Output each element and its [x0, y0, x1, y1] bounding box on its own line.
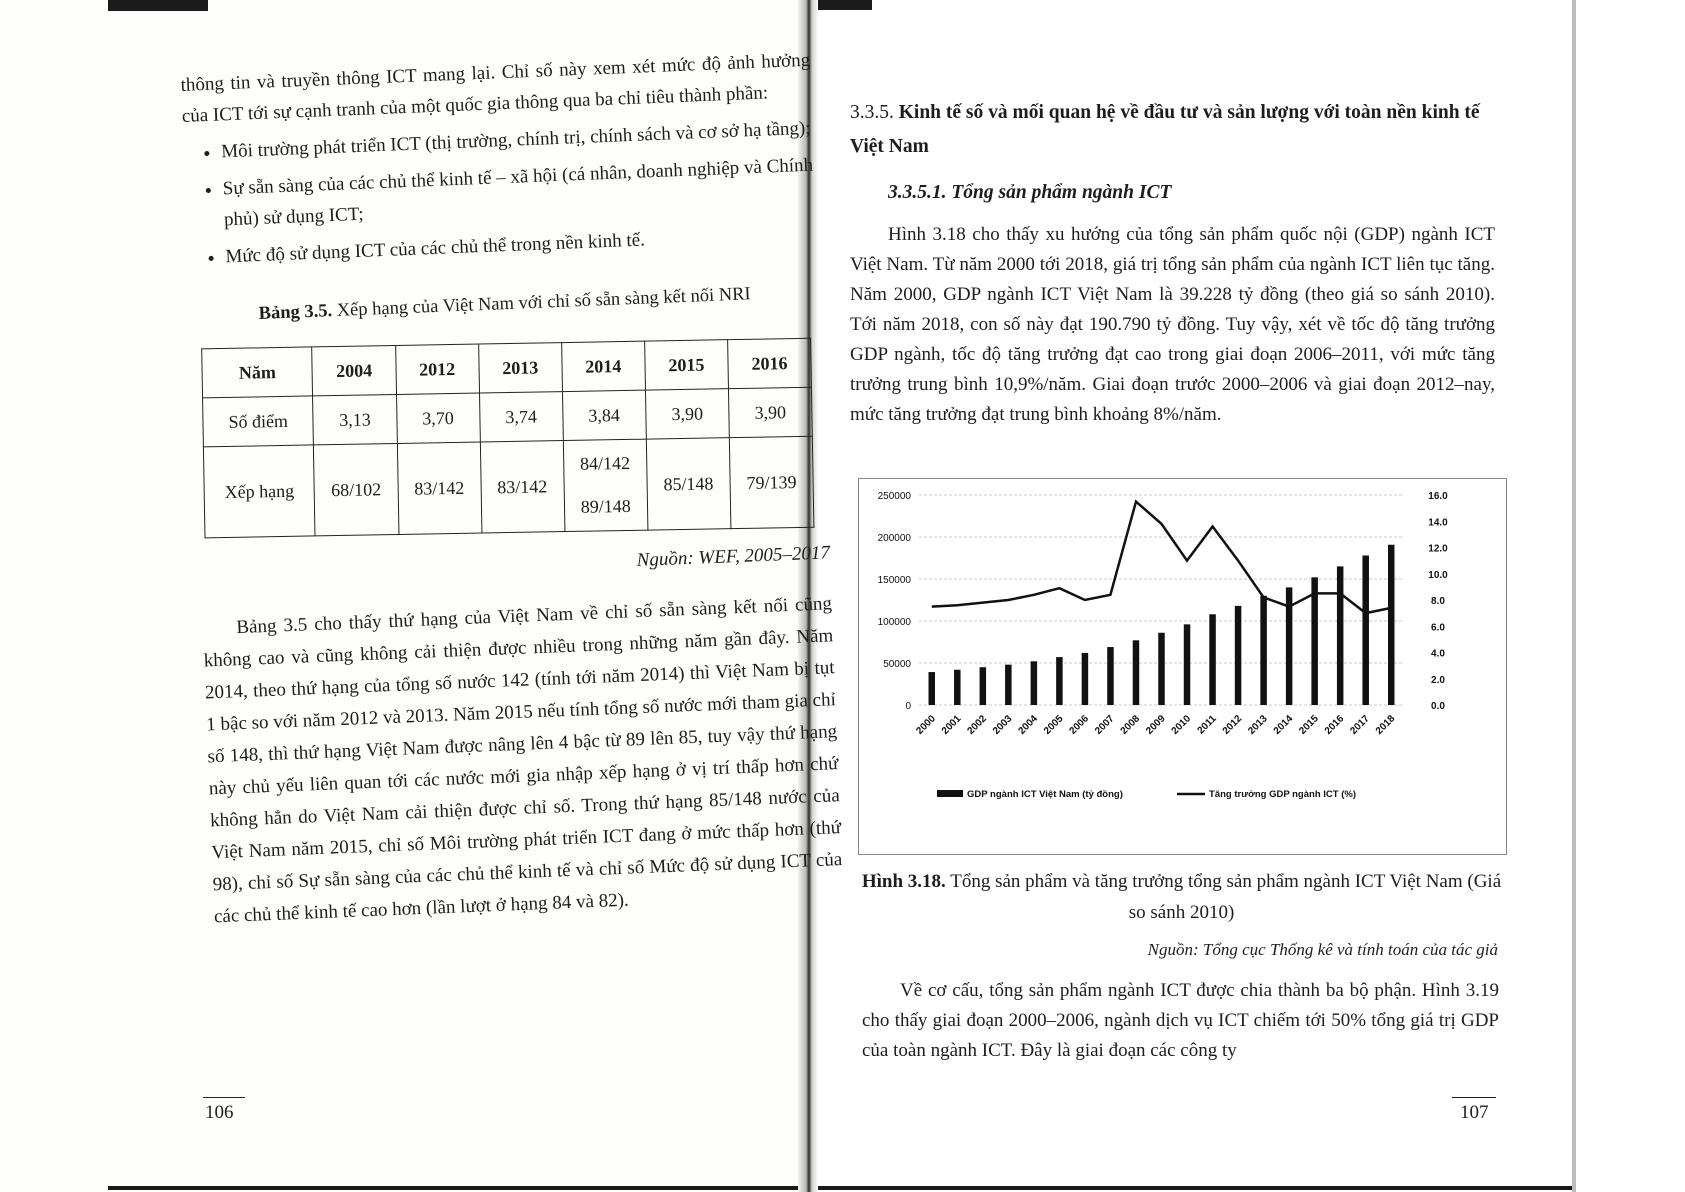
bar	[1133, 640, 1140, 705]
bar	[1362, 555, 1369, 705]
table-row-label: Số điểm	[203, 396, 314, 447]
y-right-tick-label: 14.0	[1428, 517, 1448, 529]
bar	[954, 670, 961, 705]
x-tick-label: 2009	[1144, 713, 1168, 737]
page-number-rule	[203, 1097, 245, 1098]
bar	[929, 672, 936, 705]
right-page-content	[850, 96, 1495, 430]
x-tick-label: 2012	[1220, 713, 1245, 737]
table-cell: 3,84	[562, 390, 646, 440]
bullet-item: • Môi trường phát triển ICT (thị trường, chính trị, chính sách và cơ sở hạ tầng);	[221, 113, 814, 168]
page-number-left: 106	[205, 1102, 234, 1123]
table-cell: 83/142	[397, 442, 482, 534]
table-caption-text: Xếp hạng của Việt Nam với chỉ số sẵn sàng kết nối NRI	[336, 284, 752, 321]
bar	[1107, 647, 1114, 705]
figure-source: Nguồn: Tổng cục Thống kê và tính toán của tác giả	[1147, 940, 1498, 959]
intro-paragraph: thông tin và truyền thông ICT mang lại. Chỉ số này xem xét mức độ ảnh hưởng của ICT tới sự cạnh tranh của một quốc gia thông qua ba chỉ tiêu thành phần:	[180, 49, 811, 127]
table-cell: 79/139	[729, 436, 814, 528]
table-row-rank	[203, 436, 813, 538]
left-page-content	[180, 45, 844, 934]
bar	[1235, 606, 1242, 705]
y-left-tick-label: 100000	[877, 617, 911, 628]
bar	[1056, 657, 1063, 705]
body-paragraph: Bảng 3.5 cho thấy thứ hạng của Việt Nam về chỉ số sẵn sàng kết nối cũng không cao và cũng không cải thiện được nhiều trong những năm gần đây. Năm 2014, theo thứ hạng của tổng số nước 142 (tính tới năm 2014) thì Việt Nam bị tụt 1 bậc so với năm 2012 và 2013. Năm 2015 nếu tính tổng số nước mới tham gia chỉ số 148, thì thứ hạng Việt Nam được nâng lên 4 bậc từ 89 lên 85, tuy vậy thứ hạng này chủ yếu liên quan tới các nước mới gia nhập xếp hạng ở vị trí thấp hơn chứ không hẳn do Việt Nam cải thiện được chỉ số. Trong thứ hạng 85/148 nước của Việt Nam năm 2015, chỉ số Môi trường phát triển ICT đang ở mức thấp hơn (thứ 98), chỉ số Sự sẵn sàng của các chủ thể kinh tế và chỉ số Mức độ sử dụng ICT của các chủ thể kinh tế cao hơn (lần lượt ở hạng 84 và 82).	[203, 593, 843, 928]
x-tick-label: 2008	[1118, 713, 1143, 737]
x-tick-label: 2007	[1093, 713, 1117, 737]
body-paragraph: Hình 3.18 cho thấy xu hướng của tổng sản phẩm quốc nội (GDP) ngành ICT Việt Nam. Từ năm 2000 tới 2018, giá trị tổng sản phẩm của ngành ICT liên tục tăng. Năm 2000, GDP ngành ICT Việt Nam là 39.228 tỷ đồng (theo giá so sánh 2010). Tới năm 2018, con số này đạt 190.790 tỷ đồng. Tuy vậy, xét về tốc độ tăng trưởng GDP ngành, tốc độ tăng trưởng đạt cao trong giai đoạn 2006–2011, với mức tăng trưởng trung bình 10,9%/năm. Giai đoạn trước 2000–2006 và giai đoạn 2012–nay, mức tăng trưởng đạt trung bình khoảng 8%/năm.	[850, 224, 1495, 425]
x-tick-label: 2000	[914, 713, 938, 737]
nri-ranking-table	[201, 338, 814, 539]
y-left-tick-label: 200000	[877, 533, 911, 544]
table-header-cell: 2012	[395, 344, 479, 394]
table-cell: 3,13	[313, 394, 397, 444]
body-paragraph: Về cơ cấu, tổng sản phẩm ngành ICT được chia thành ba bộ phận. Hình 3.19 cho thấy giai đoạn 2000–2006, ngành dịch vụ ICT chiếm tới 50% tổng giá trị GDP của toàn ngành ICT. Đây là giai đoạn các công ty	[862, 980, 1499, 1061]
table-cell-line: 84/142	[579, 452, 631, 474]
table-header-cell: 2013	[478, 343, 562, 393]
figure-3-18-chart	[858, 478, 1507, 855]
scan-edge-bottom-left	[108, 1186, 798, 1190]
y-left-tick-label: 150000	[877, 575, 911, 586]
bar	[1337, 566, 1344, 705]
page-edge-right	[1572, 0, 1576, 1192]
legend-bar-swatch	[937, 790, 963, 797]
bar	[1184, 624, 1191, 705]
bullet-item: • Sự sẵn sàng của các chủ thể kinh tế – xã hội (cá nhân, doanh nghiệp và Chính phủ) sử dụng ICT;	[222, 150, 816, 236]
y-right-tick-label: 12.0	[1428, 543, 1448, 555]
legend-label: GDP ngành ICT Việt Nam (tỷ đồng)	[967, 789, 1123, 800]
y-right-tick-label: 8.0	[1431, 596, 1445, 607]
table-caption	[189, 277, 820, 333]
x-tick-label: 2002	[965, 713, 989, 737]
table-cell-line: 89/148	[580, 495, 631, 517]
table-cell: 3,70	[396, 393, 480, 443]
table-header-cell: 2004	[312, 345, 396, 395]
subsection-heading: 3.3.5.1. Tổng sản phẩm ngành ICT	[888, 182, 1172, 203]
table-header-cell: 2016	[727, 338, 811, 388]
figure-caption-text: Tổng sản phẩm và tăng trưởng tổng sản phẩm ngành ICT Việt Nam (Giá so sánh 2010)	[950, 871, 1502, 923]
table-source: Nguồn: WEF, 2005–2017	[636, 542, 831, 572]
y-right-tick-label: 10.0	[1428, 569, 1448, 581]
table-cell: 68/102	[314, 443, 399, 535]
y-left-tick-label: 0	[905, 701, 911, 712]
table-cell: 3,90	[645, 389, 729, 439]
x-tick-label: 2005	[1042, 713, 1066, 737]
y-right-tick-label: 16.0	[1428, 491, 1448, 502]
y-right-tick-label: 4.0	[1431, 648, 1445, 660]
bar	[1082, 653, 1089, 705]
bullet-list	[183, 113, 818, 274]
table-caption-label: Bảng 3.5.	[258, 301, 333, 325]
bar	[1388, 545, 1395, 705]
bar	[1260, 596, 1267, 705]
right-page-content-2	[862, 976, 1499, 1066]
x-tick-label: 2014	[1271, 713, 1296, 737]
y-right-tick-label: 6.0	[1431, 622, 1445, 634]
scan-edge-bottom-right	[818, 1186, 1572, 1190]
table-header-cell: 2015	[644, 340, 728, 390]
x-tick-label: 2011	[1195, 713, 1219, 737]
table-cell: 3,90	[728, 387, 812, 437]
bar	[1031, 661, 1038, 705]
section-heading	[850, 96, 1495, 164]
x-tick-label: 2016	[1322, 713, 1347, 737]
growth-line	[932, 502, 1391, 613]
table-cell: 83/142	[480, 441, 565, 533]
legend-label: Tăng trưởng GDP ngành ICT (%)	[1209, 789, 1356, 800]
x-tick-label: 2010	[1169, 713, 1194, 737]
x-tick-label: 2015	[1297, 713, 1321, 737]
bar	[1311, 577, 1318, 705]
table-header-cell: 2014	[561, 341, 645, 391]
table-cell: 85/148	[646, 438, 731, 530]
table-cell-2014	[563, 439, 648, 531]
page-number-right: 107	[1460, 1102, 1489, 1123]
x-tick-label: 2006	[1067, 713, 1092, 737]
x-tick-label: 2003	[990, 713, 1015, 737]
x-tick-label: 2017	[1348, 713, 1372, 737]
bar	[980, 667, 987, 705]
bar	[1005, 665, 1012, 705]
section-title: Kinh tế số và mối quan hệ về đầu tư và sản lượng với toàn nền kinh tế Việt Nam	[850, 102, 1480, 157]
y-left-tick-label: 250000	[877, 491, 911, 502]
x-tick-label: 2013	[1246, 713, 1270, 737]
bar	[1209, 614, 1216, 705]
x-tick-label: 2001	[939, 713, 964, 737]
y-right-tick-label: 2.0	[1431, 674, 1445, 686]
table-row-label: Xếp hạng	[203, 445, 315, 538]
figure-caption	[858, 866, 1505, 928]
table-cell: 3,74	[479, 392, 563, 442]
combo-chart	[859, 479, 1506, 854]
x-tick-label: 2018	[1373, 713, 1398, 737]
x-tick-label: 2004	[1016, 713, 1040, 737]
figure-caption-label: Hình 3.18.	[861, 871, 946, 892]
scan-edge-top-right	[812, 0, 872, 10]
scan-edge-top-left	[108, 0, 208, 11]
section-number: 3.3.5.	[850, 102, 894, 123]
y-right-tick-label: 0.0	[1431, 701, 1445, 712]
table-header-cell: Năm	[202, 347, 313, 398]
bar	[1158, 633, 1165, 705]
bullet-item: • Mức độ sử dụng ICT của các chủ thể trong nền kinh tế.	[225, 218, 818, 273]
y-left-tick-label: 50000	[883, 659, 911, 670]
page-number-rule	[1452, 1097, 1496, 1098]
